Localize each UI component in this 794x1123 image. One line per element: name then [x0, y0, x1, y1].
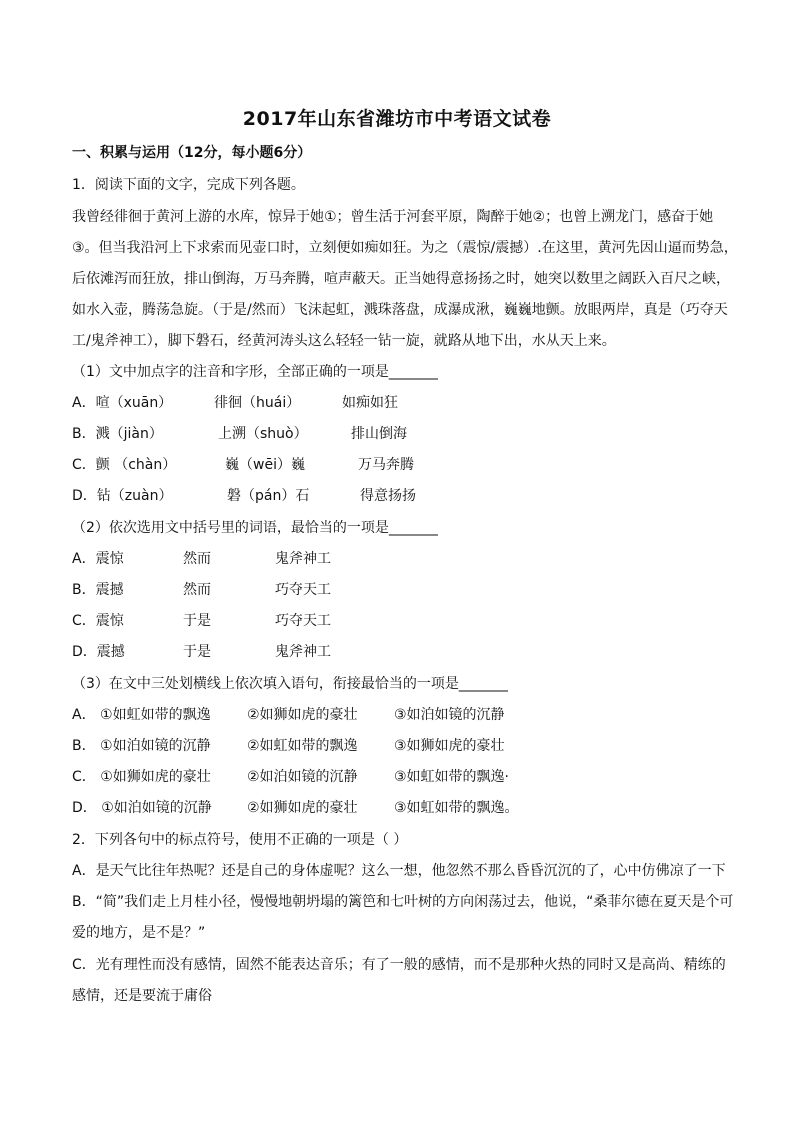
option-a-label: A．震惊: [72, 551, 124, 567]
question-2-line: 感情，还是要流于庸俗: [72, 988, 212, 1004]
option-c-b: 于是: [183, 613, 211, 629]
option-b-c: 巧夺天工: [275, 582, 331, 598]
exam-title: 2017年山东省潍坊市中考语文试卷: [242, 108, 552, 130]
passage-line: 我曾经徘徊于黄河上游的水库，惊异于她①；曾生活于河套平原，陶醉于她②；也曾上溯龙门，感奋于她: [72, 209, 714, 225]
option-d-b: 磐（pán）石: [227, 488, 310, 504]
option-c-c: 巧夺天工: [275, 613, 331, 629]
passage-line: 如水入壶，腾荡急旋。（于是/然而）飞沫起虹，溅珠落盘，成瀑成湫，巍巍地颤。放眼两岸，真是（巧夺天: [72, 302, 728, 318]
option-d-label: D．震撼: [72, 644, 125, 660]
option-c-b: 巍（wēi）巍: [225, 457, 305, 473]
option-d-b: ②如狮如虎的豪壮: [247, 800, 358, 816]
question-1-stem: 1．阅读下面的文字，完成下列各题。: [72, 177, 305, 193]
option-c-c: ③如虹如带的飘逸·: [394, 769, 510, 785]
option-a-c: 如痴如狂: [342, 395, 398, 411]
option-d-c: 鬼斧神工: [275, 644, 331, 660]
option-b-label: B．震撼: [72, 582, 124, 598]
option-d-b: 于是: [183, 644, 211, 660]
option-b-c: ③如狮如虎的豪壮: [394, 738, 505, 754]
option-a-label: A． ①如虹如带的飘逸: [72, 707, 211, 723]
question-2-line: 爱的地方，是不是？”: [72, 925, 206, 941]
option-a-label: A．喧（xuān）: [72, 395, 173, 411]
passage-line: ③。但当我沿河上下求索而见壶口时，立刻便如痴如狂。为之（震惊/震撼）.在这里，黄河先因山逼而势急，: [72, 240, 738, 256]
option-b-b: 上溯（shuò）: [218, 426, 308, 442]
subquestion-2-stem: （2）依次选用文中括号里的词语，最恰当的一项是_______: [72, 520, 438, 536]
option-b-b: 然而: [183, 582, 211, 598]
option-c-label: C． ①如狮如虎的豪壮: [72, 769, 211, 785]
option-b-label: B． ①如泊如镜的沉静: [72, 738, 211, 754]
option-d-c: ③如虹如带的飘逸。: [394, 800, 519, 816]
option-a-b: 然而: [183, 551, 211, 567]
option-a-c: ③如泊如镜的沉静: [394, 707, 505, 723]
option-b-c: 排山倒海: [351, 426, 407, 442]
section-heading: 一、积累与运用（12分，每小题6分）: [72, 145, 312, 161]
question-2-line: C．光有理性而没有感情，固然不能表达音乐；有了一般的感情，而不是那种火热的同时又是高尚、精练的: [72, 957, 726, 973]
option-d-c: 得意扬扬: [360, 488, 416, 504]
option-b-b: ②如虹如带的飘逸: [247, 738, 358, 754]
passage-line: 后依滩泻而狂放，排山倒海，万马奔腾，喧声蔽天。正当她得意扬扬之时，她突以数里之阔跃入百尺之峡，: [72, 271, 730, 287]
option-d-label: D． ①如泊如镜的沉静: [72, 800, 212, 816]
option-c-label: C．颤 （chàn）: [72, 457, 177, 473]
option-a-c: 鬼斧神工: [275, 551, 331, 567]
option-b-label: B．溅（jiàn）: [72, 426, 163, 442]
option-d-label: D．钻（zuàn）: [72, 488, 173, 504]
option-c-b: ②如泊如镜的沉静: [247, 769, 358, 785]
question-2-stem: 2．下列各句中的标点符号，使用不正确的一项是（ ）: [72, 832, 408, 848]
option-a-b: ②如狮如虎的豪壮: [247, 707, 358, 723]
option-a-b: 徘徊（huái）: [214, 395, 301, 411]
subquestion-3-stem: （3）在文中三处划横线上依次填入语句，衔接最恰当的一项是_______: [72, 676, 508, 692]
subquestion-1-stem: （1）文中加点字的注音和字形，全部正确的一项是_______: [72, 364, 438, 380]
question-2-line: A．是天气比往年热呢？还是自己的身体虚呢？这么一想，他忽然不那么昏昏沉沉的了，心中仿佛凉了一下: [72, 863, 726, 879]
option-c-c: 万马奔腾: [358, 457, 414, 473]
passage-line: 工/鬼斧神工），脚下磐石，经黄河涛头这么轻轻一钻一旋，就路从地下出，水从天上来。: [72, 333, 616, 349]
question-2-line: B．“简”我们走上月桂小径，慢慢地朝坍塌的篱笆和七叶树的方向闲荡过去，他说，“桑菲尔德在夏天是个可: [72, 894, 734, 910]
option-c-label: C．震惊: [72, 613, 124, 629]
